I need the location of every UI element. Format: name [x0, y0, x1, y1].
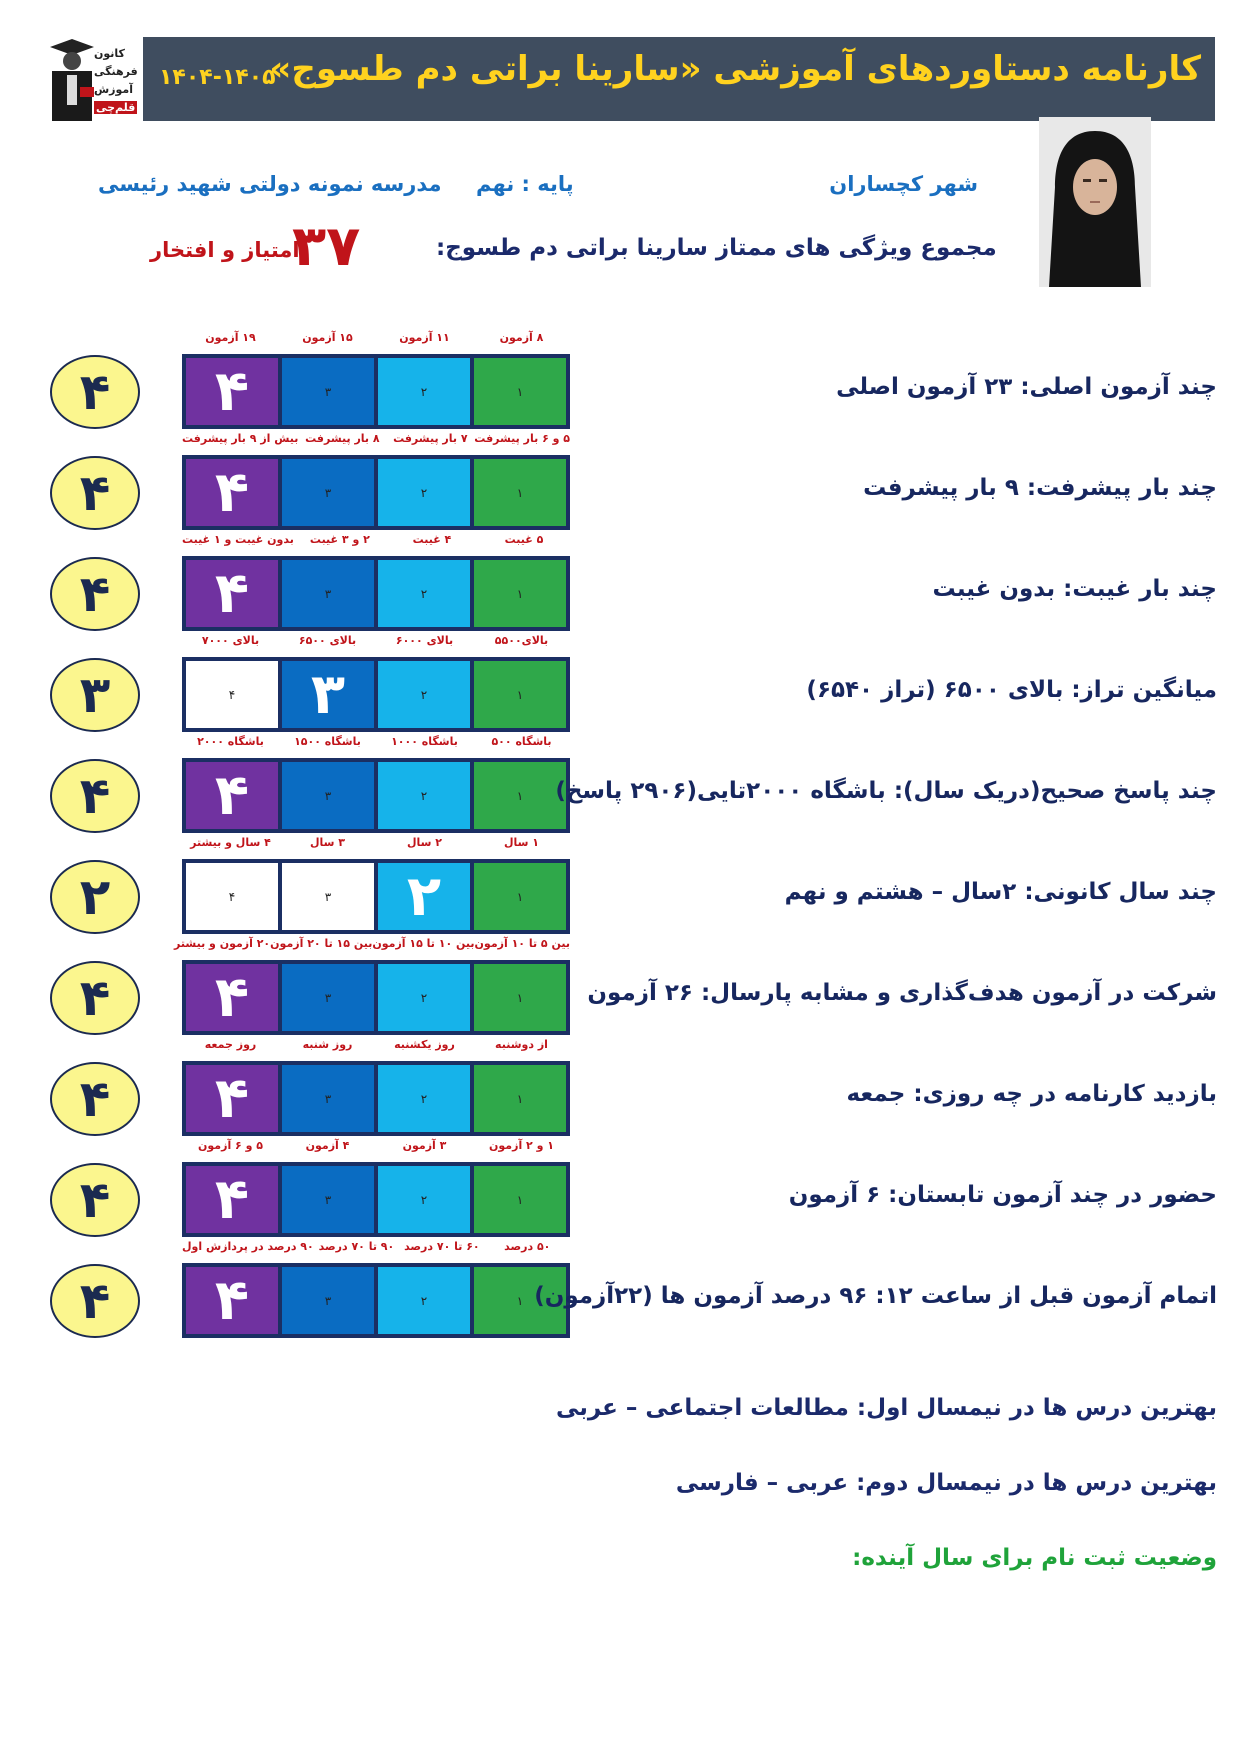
level-caption: ۵ و ۶ آزمون — [198, 1139, 263, 1152]
level-caption: باشگاه ۲۰۰۰ — [197, 735, 264, 748]
level-caption: ۴ غیبت — [412, 533, 452, 546]
level-cell-2: ۲ — [378, 1166, 470, 1233]
level-scale — [182, 455, 570, 530]
row-label: شرکت در آزمون هدف‌گذاری و مشابه پارسال: ۲۶ آزمون — [587, 980, 1217, 1006]
level-caption: ۸ بار پیشرفت — [305, 432, 380, 445]
page-title: کارنامه دستاوردهای آموزشی «سارینا براتی دم طسوج» — [269, 49, 1201, 89]
row-label: میانگین تراز: بالای ۶۵۰۰ (تراز ۶۵۴۰) — [806, 677, 1217, 703]
level-cell-1: ۱ — [474, 762, 566, 829]
level-cell-1: ۱ — [474, 560, 566, 627]
level-cell-3: ۳ — [282, 863, 374, 930]
level-caption: ۵ غیبت — [504, 533, 544, 546]
level-cell-4: ۴ — [186, 1166, 278, 1233]
level-scale — [182, 354, 570, 429]
level-cell-4: ۴ — [186, 560, 278, 627]
kanoon-logo — [40, 37, 142, 122]
level-cell-1: ۱ — [474, 661, 566, 728]
level-caption: ۷ بار پیشرفت — [393, 432, 468, 445]
level-cell-4: ۴ — [186, 964, 278, 1031]
level-scale — [182, 657, 570, 732]
level-scale — [182, 859, 570, 934]
level-caption: باشگاه ۱۰۰۰ — [391, 735, 458, 748]
level-cell-3: ۳ — [282, 358, 374, 425]
logo-text-2: فرهنگی — [94, 65, 138, 78]
score-badge: ۴ — [50, 961, 140, 1035]
level-cell-4: ۴ — [186, 762, 278, 829]
grade-label: پایه : نهم — [476, 172, 574, 196]
total-value: ۳۷ — [292, 214, 361, 279]
level-caption: ۶۰ تا ۷۰ درصد — [404, 1240, 480, 1253]
level-caption: بالای۵۵۰۰ — [494, 634, 549, 647]
row-label: چند بار غیبت: بدون غیبت — [932, 576, 1217, 602]
level-caption: ۲ و ۳ غیبت — [309, 533, 370, 546]
level-caption: ۳ آزمون — [402, 1139, 447, 1152]
level-cell-3: ۳ — [282, 1166, 374, 1233]
student-photo — [1039, 117, 1151, 287]
level-caption: ۵۰ درصد — [504, 1240, 551, 1253]
level-cell-4: ۴ — [186, 661, 278, 728]
level-cell-3: ۳ — [282, 661, 374, 728]
level-caption: ۹۰ تا ۷۰ درصد — [318, 1240, 395, 1253]
level-caption: بالای ۶۰۰۰ — [395, 634, 454, 647]
level-caption: بین ۱۵ تا ۲۰ آزمون — [270, 937, 373, 950]
level-cell-3: ۳ — [282, 1267, 374, 1334]
row-label: چند بار پیشرفت: ۹ بار پیشرفت — [863, 475, 1217, 501]
level-cell-1: ۱ — [474, 358, 566, 425]
level-scale — [182, 1263, 570, 1338]
level-caption: روز شنبه — [302, 1038, 353, 1051]
level-cell-1: ۱ — [474, 863, 566, 930]
level-cell-1: ۱ — [474, 1267, 566, 1334]
score-badge: ۳ — [50, 658, 140, 732]
level-cell-4: ۴ — [186, 863, 278, 930]
level-caption: روز جمعه — [204, 1038, 257, 1051]
level-caption: ۱۱ آزمون — [399, 331, 450, 344]
level-cell-2: ۲ — [378, 964, 470, 1031]
level-scale — [182, 556, 570, 631]
city-label: شهر کچساران — [829, 172, 978, 196]
level-scale — [182, 758, 570, 833]
level-cell-2: ۲ — [378, 661, 470, 728]
score-badge: ۴ — [50, 456, 140, 530]
row-captions — [174, 937, 570, 953]
header-banner — [143, 37, 1215, 121]
level-cell-1: ۱ — [474, 459, 566, 526]
level-cell-3: ۳ — [282, 964, 374, 1031]
row-label: چند سال کانونی: ۲سال – هشتم و نهم — [784, 879, 1217, 905]
graduate-icon — [40, 37, 100, 123]
row-label: حضور در چند آزمون تابستان: ۶ آزمون — [788, 1182, 1217, 1208]
row-captions — [182, 634, 570, 650]
level-caption: ۸ آزمون — [499, 331, 544, 344]
level-scale — [182, 960, 570, 1035]
level-caption: بدون غیبت و ۱ غیبت — [181, 533, 294, 546]
row-label: چند پاسخ صحیح(دریک سال): باشگاه ۲۰۰۰تایی(۲۹۰۶ پاسخ) — [555, 778, 1217, 804]
level-cell-4: ۴ — [186, 1267, 278, 1334]
level-cell-4: ۴ — [186, 459, 278, 526]
level-caption: روز یکشنبه — [394, 1038, 455, 1051]
level-cell-2: ۲ — [378, 1267, 470, 1334]
row-label: اتمام آزمون قبل از ساعت ۱۲: ۹۶ درصد آزمون ها (۲۲آزمون) — [534, 1283, 1217, 1309]
score-badge: ۴ — [50, 1163, 140, 1237]
level-caption: ۴ آزمون — [305, 1139, 350, 1152]
logo-text-1: کانون — [94, 47, 125, 60]
total-unit: امتیاز و افتخار — [150, 238, 300, 262]
level-caption: ۴ سال و بیشتر — [190, 836, 271, 849]
level-caption: ۲ سال — [406, 836, 443, 849]
level-scale — [182, 1162, 570, 1237]
level-caption: بین ۱۰ تا ۱۵ آزمون — [372, 937, 475, 950]
level-caption: ۳ سال — [309, 836, 346, 849]
row-captions — [182, 836, 570, 852]
level-cell-2: ۲ — [378, 1065, 470, 1132]
row-label: بازدید کارنامه در چه روزی: جمعه — [846, 1081, 1217, 1107]
score-badge: ۴ — [50, 1264, 140, 1338]
level-cell-4: ۴ — [186, 358, 278, 425]
level-cell-2: ۲ — [378, 762, 470, 829]
row-captions — [182, 1139, 570, 1155]
row-captions — [182, 533, 570, 549]
level-caption: باشگاه ۵۰۰ — [491, 735, 552, 748]
level-cell-1: ۱ — [474, 1065, 566, 1132]
level-caption: ۱۵ آزمون — [302, 331, 353, 344]
level-caption: بیش از ۹ بار پیشرفت — [182, 432, 299, 445]
score-badge: ۴ — [50, 355, 140, 429]
row-captions — [182, 1038, 570, 1054]
row-captions — [182, 432, 570, 448]
level-cell-3: ۳ — [282, 560, 374, 627]
level-cell-3: ۳ — [282, 1065, 374, 1132]
level-caption: ۱۹ آزمون — [205, 331, 256, 344]
best-subjects-semester-1: بهترین درس ها در نیمسال اول: مطالعات اجتماعی – عربی — [555, 1395, 1217, 1421]
level-cell-3: ۳ — [282, 762, 374, 829]
logo-text-3: آموزش — [94, 83, 133, 96]
score-badge: ۴ — [50, 759, 140, 833]
row-label: چند آزمون اصلی: ۲۳ آزمون اصلی — [836, 374, 1217, 400]
level-cell-2: ۲ — [378, 358, 470, 425]
level-cell-1: ۱ — [474, 1166, 566, 1233]
level-caption: ۱ و ۲ آزمون — [489, 1139, 554, 1152]
level-caption: ۲۰ آزمون و بیشتر — [174, 937, 271, 950]
row-captions — [182, 735, 570, 751]
level-cell-4: ۴ — [186, 1065, 278, 1132]
level-caption: بالای ۶۵۰۰ — [298, 634, 357, 647]
total-label: مجموع ویژگی های ممتاز سارینا براتی دم طسوج: — [436, 235, 997, 261]
level-caption: بین ۵ تا ۱۰ آزمون — [474, 937, 570, 950]
best-subjects-semester-2: بهترین درس ها در نیمسال دوم: عربی – فارسی — [675, 1470, 1217, 1496]
score-badge: ۲ — [50, 860, 140, 934]
level-cell-2: ۲ — [378, 560, 470, 627]
level-cell-1: ۱ — [474, 964, 566, 1031]
academic-years: ۱۴۰۴-۱۴۰۵ — [159, 65, 276, 90]
level-caption: ۵ و ۶ بار پیشرفت — [474, 432, 570, 445]
level-cell-3: ۳ — [282, 459, 374, 526]
score-badge: ۴ — [50, 1062, 140, 1136]
level-cell-2: ۲ — [378, 459, 470, 526]
level-caption: باشگاه ۱۵۰۰ — [294, 735, 361, 748]
level-scale — [182, 1061, 570, 1136]
row-captions — [182, 331, 570, 347]
registration-status: وضعیت ثبت نام برای سال آینده: — [852, 1545, 1217, 1571]
score-badge: ۴ — [50, 557, 140, 631]
school-label: مدرسه نمونه دولتی شهید رئیسی — [98, 172, 442, 196]
level-caption: بالای ۷۰۰۰ — [201, 634, 260, 647]
level-caption: ۱ سال — [503, 836, 540, 849]
row-captions — [182, 1240, 570, 1256]
level-caption: از دوشنبه — [495, 1038, 548, 1051]
level-cell-2: ۲ — [378, 863, 470, 930]
level-caption: ۹۰ درصد در پردازش اول — [181, 1240, 314, 1253]
logo-text-4: قلم‌چی — [96, 101, 136, 114]
